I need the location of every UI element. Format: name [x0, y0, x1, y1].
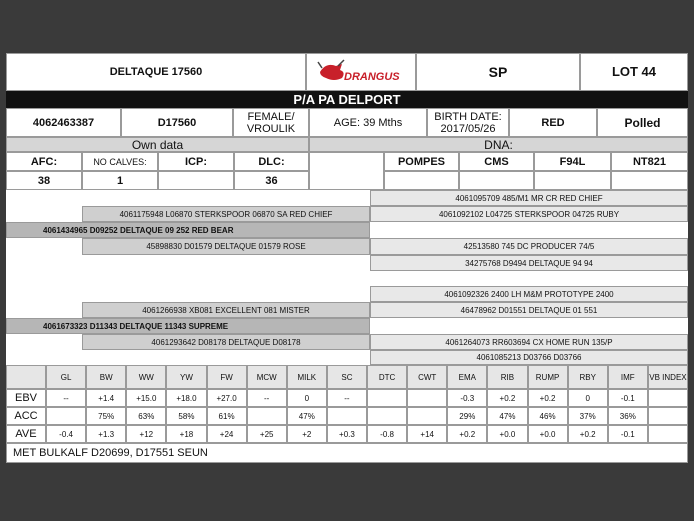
table-cell: 46%	[528, 407, 568, 425]
row-label: AVE	[6, 425, 46, 443]
column-header: WW	[126, 365, 166, 389]
table-cell: +12	[126, 425, 166, 443]
pedigree-dam-dam-left: 4061293642 D08178 DELTAQUE D08178	[82, 334, 370, 350]
column-header: DTC	[367, 365, 407, 389]
table-cell: -0.1	[608, 425, 648, 443]
birth-date-label: BIRTH DATE:	[434, 110, 502, 123]
dlc-label: DLC:	[234, 152, 309, 171]
dna-f94l: F94L	[534, 152, 611, 171]
own-data-header: Own data	[6, 137, 309, 152]
table-cell: +25	[247, 425, 287, 443]
table-cell: +0.2	[528, 389, 568, 407]
pedigree-dam: 4061673323 D11343 DELTAQUE 11343 SUPREME	[6, 318, 370, 334]
table-cell	[407, 389, 447, 407]
table-cell: +1.3	[86, 425, 126, 443]
row-label: EBV	[6, 389, 46, 407]
column-header: YW	[166, 365, 206, 389]
dna-f94l-value	[534, 171, 611, 190]
table-cell: -0.3	[447, 389, 487, 407]
table-cell: 61%	[207, 407, 247, 425]
lot-number: LOT 44	[580, 53, 688, 91]
table-cell: 75%	[86, 407, 126, 425]
column-header: RUMP	[528, 365, 568, 389]
table-cell: 37%	[568, 407, 608, 425]
pedigree-dam-right: 46478962 D01551 DELTAQUE 01 551	[370, 302, 688, 318]
footer-note: MET BULKALF D20699, D17551 SEUN	[6, 443, 688, 463]
column-header: CWT	[407, 365, 447, 389]
color: RED	[509, 108, 597, 137]
lot-sheet	[6, 53, 688, 463]
status-cell: SP	[416, 53, 580, 91]
column-header: IMF	[608, 365, 648, 389]
table-corner	[6, 365, 46, 389]
table-cell: +15.0	[126, 389, 166, 407]
ebv-table	[6, 365, 688, 443]
table-cell: +0.2	[447, 425, 487, 443]
table-cell: +2	[287, 425, 327, 443]
table-cell: +0.2	[568, 425, 608, 443]
dna-pompes-value	[384, 171, 459, 190]
brand-logo	[306, 53, 416, 91]
table-cell: +1.4	[86, 389, 126, 407]
icp-label: ICP:	[158, 152, 234, 171]
dna-cms-value	[459, 171, 534, 190]
pedigree-sire-right: 4061092102 L04725 STERKSPOOR 04725 RUBY	[370, 206, 688, 222]
table-cell: +0.0	[528, 425, 568, 443]
calves-value: 1	[82, 171, 158, 190]
pedigree-sire-left: 4061175948 L06870 STERKSPOOR 06870 SA RED CHIEF	[82, 206, 370, 222]
horn-status: Polled	[597, 108, 688, 137]
table-cell	[367, 389, 407, 407]
dna-pompes: POMPES	[384, 152, 459, 171]
table-cell: 36%	[608, 407, 648, 425]
table-cell: +27.0	[207, 389, 247, 407]
table-cell	[247, 407, 287, 425]
pedigree-dam-dam-right2: 4061085213 D03766 D03766	[370, 350, 688, 365]
table-cell: 0	[568, 389, 608, 407]
row-label: ACC	[6, 407, 46, 425]
dna-spacer	[309, 152, 384, 190]
table-cell: +0.3	[327, 425, 367, 443]
table-cell	[46, 407, 86, 425]
pedigree-sire: 4061434965 D09252 DELTAQUE 09 252 RED BEAR	[6, 222, 370, 238]
table-cell	[648, 389, 688, 407]
animal-name: DELTAQUE 17560	[6, 53, 306, 91]
pedigree-sire-top: 4061095709 485/M1 MR CR RED CHIEF	[370, 190, 688, 206]
table-cell	[327, 407, 367, 425]
owner-banner: P/A PA DELPORT	[6, 91, 688, 108]
pedigree-sire-dam-left: 45898830 D01579 DELTAQUE 01579 ROSE	[82, 238, 370, 255]
table-cell: --	[247, 389, 287, 407]
column-header: BW	[86, 365, 126, 389]
table-cell: +0.2	[487, 389, 527, 407]
column-header: SC	[327, 365, 367, 389]
column-header: MILK	[287, 365, 327, 389]
table-cell: 47%	[487, 407, 527, 425]
table-cell: --	[46, 389, 86, 407]
table-cell: +18.0	[166, 389, 206, 407]
pedigree-sire-dam-right2: 34275768 D9494 DELTAQUE 94 94	[370, 255, 688, 271]
icp-value	[158, 171, 234, 190]
table-cell	[407, 407, 447, 425]
column-header: RBY	[568, 365, 608, 389]
table-cell: +18	[166, 425, 206, 443]
table-cell: +14	[407, 425, 447, 443]
table-cell: +0.0	[487, 425, 527, 443]
bull-logo-icon	[316, 58, 406, 86]
table-cell: -0.8	[367, 425, 407, 443]
table-cell: 47%	[287, 407, 327, 425]
age: AGE: 39 Mths	[309, 108, 427, 137]
birth-date	[427, 108, 509, 137]
dna-nt821: NT821	[611, 152, 688, 171]
pedigree-dam-left: 4061266938 XB081 EXCELLENT 081 MISTER	[82, 302, 370, 318]
table-cell: +24	[207, 425, 247, 443]
birth-date-value: 2017/05/26	[440, 122, 496, 135]
dna-header: DNA:	[309, 137, 688, 152]
brand-text: DRANGUS	[344, 71, 400, 83]
afc-value: 38	[6, 171, 82, 190]
column-header: MCW	[247, 365, 287, 389]
table-cell: 58%	[166, 407, 206, 425]
table-cell: -0.4	[46, 425, 86, 443]
table-cell: 0	[287, 389, 327, 407]
sex: FEMALE/ VROULIK	[233, 108, 309, 137]
pedigree-dam-dam-right1: 4061264073 RR603694 CX HOME RUN 135/P	[370, 334, 688, 350]
afc-label: AFC:	[6, 152, 82, 171]
table-cell: -0.1	[608, 389, 648, 407]
calves-label: NO CALVES:	[82, 152, 158, 171]
table-cell	[648, 425, 688, 443]
table-cell	[648, 407, 688, 425]
table-cell: 63%	[126, 407, 166, 425]
pedigree-dam-top: 4061092326 2400 LH M&M PROTOTYPE 2400	[370, 286, 688, 302]
table-cell: 29%	[447, 407, 487, 425]
column-header: EMA	[447, 365, 487, 389]
dlc-value: 36	[234, 171, 309, 190]
table-cell: --	[327, 389, 367, 407]
dna-cms: CMS	[459, 152, 534, 171]
column-header: FW	[207, 365, 247, 389]
table-cell	[367, 407, 407, 425]
column-header: RIB	[487, 365, 527, 389]
dna-nt821-value	[611, 171, 688, 190]
reg-number: 4062463387	[6, 108, 121, 137]
tag-number: D17560	[121, 108, 233, 137]
column-header: GL	[46, 365, 86, 389]
column-header: VB INDEX	[648, 365, 688, 389]
pedigree-sire-dam-right1: 42513580 745 DC PRODUCER 74/5	[370, 238, 688, 255]
